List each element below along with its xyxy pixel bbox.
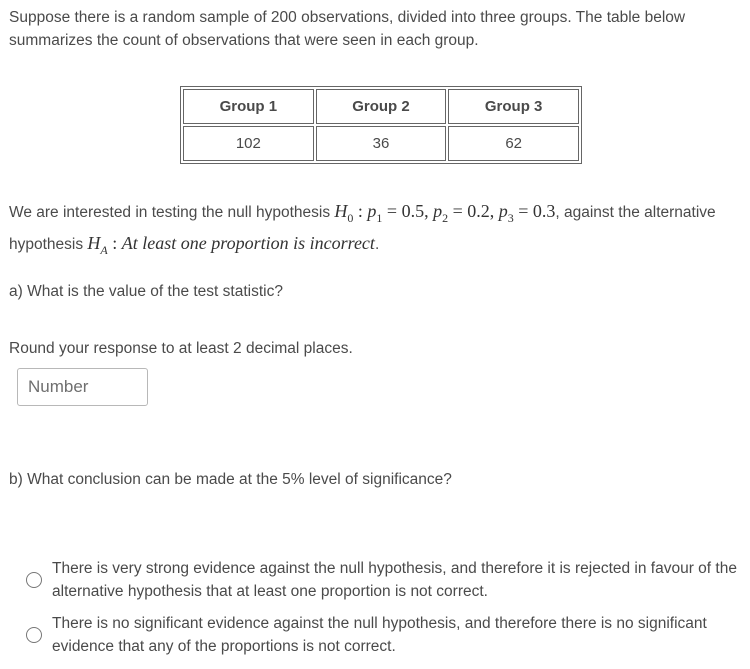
h0-colon: : (353, 201, 368, 221)
table-cell: 62 (448, 126, 579, 161)
p1-subscript: 1 (376, 211, 383, 225)
p3-subscript: 3 (507, 211, 514, 225)
radio-button[interactable] (26, 572, 42, 588)
null-hypothesis-math (334, 201, 556, 225)
alt-hypothesis-math (87, 233, 122, 257)
option-label: There is no significant evidence against the null hypothesis, and therefore there is no significant evidence that any of the proportions is not correct. (52, 615, 707, 655)
table-header-cell: Group 3 (448, 89, 579, 124)
alt-hypothesis-text: At least one proportion is incorrect (121, 233, 375, 253)
h0-subscript: 0 (347, 211, 354, 225)
rounding-note: Round your response to at least 2 decimal places. (9, 340, 353, 357)
ha-symbol: H (87, 233, 101, 253)
radio-button[interactable] (26, 627, 42, 643)
hypothesis-statement (9, 199, 744, 263)
p3-symbol: p (498, 201, 508, 221)
hypothesis-end: . (374, 236, 380, 253)
p2-subscript: 2 (442, 211, 449, 225)
table-row (183, 126, 579, 161)
question-b: b) What conclusion can be made at the 5% level of significance? (9, 471, 452, 488)
table-header-cell: Group 2 (316, 89, 447, 124)
table-header-cell: Group 1 (183, 89, 314, 124)
counts-table (180, 86, 582, 164)
table-cell: 36 (316, 126, 447, 161)
p3-value: = 0.3 (513, 201, 556, 221)
p1-symbol: p (367, 201, 377, 221)
hypothesis-prefix: We are interested in testing the null hypothesis (9, 204, 335, 221)
table-cell: 102 (183, 126, 314, 161)
p1-value: = 0.5, (382, 201, 434, 221)
hypothesis-mid: , against the alternative hypothesis (9, 204, 716, 253)
ha-colon: : (107, 233, 122, 253)
test-statistic-input[interactable] (17, 368, 148, 406)
p2-symbol: p (433, 201, 443, 221)
option-label: There is very strong evidence against the null hypothesis, and therefore it is rejected in favour of the alternative hypothesis that at least one proportion is not correct. (52, 560, 737, 600)
problem-intro: Suppose there is a random sample of 200 observations, divided into three groups. The table below summarizes the count of observations that were seen in each group. (9, 9, 686, 49)
p2-value: = 0.2, (448, 201, 499, 221)
h0-symbol: H (334, 201, 348, 221)
question-a: a) What is the value of the test statistic? (9, 283, 283, 300)
table-header-row (183, 89, 579, 124)
ha-subscript: A (100, 243, 108, 257)
